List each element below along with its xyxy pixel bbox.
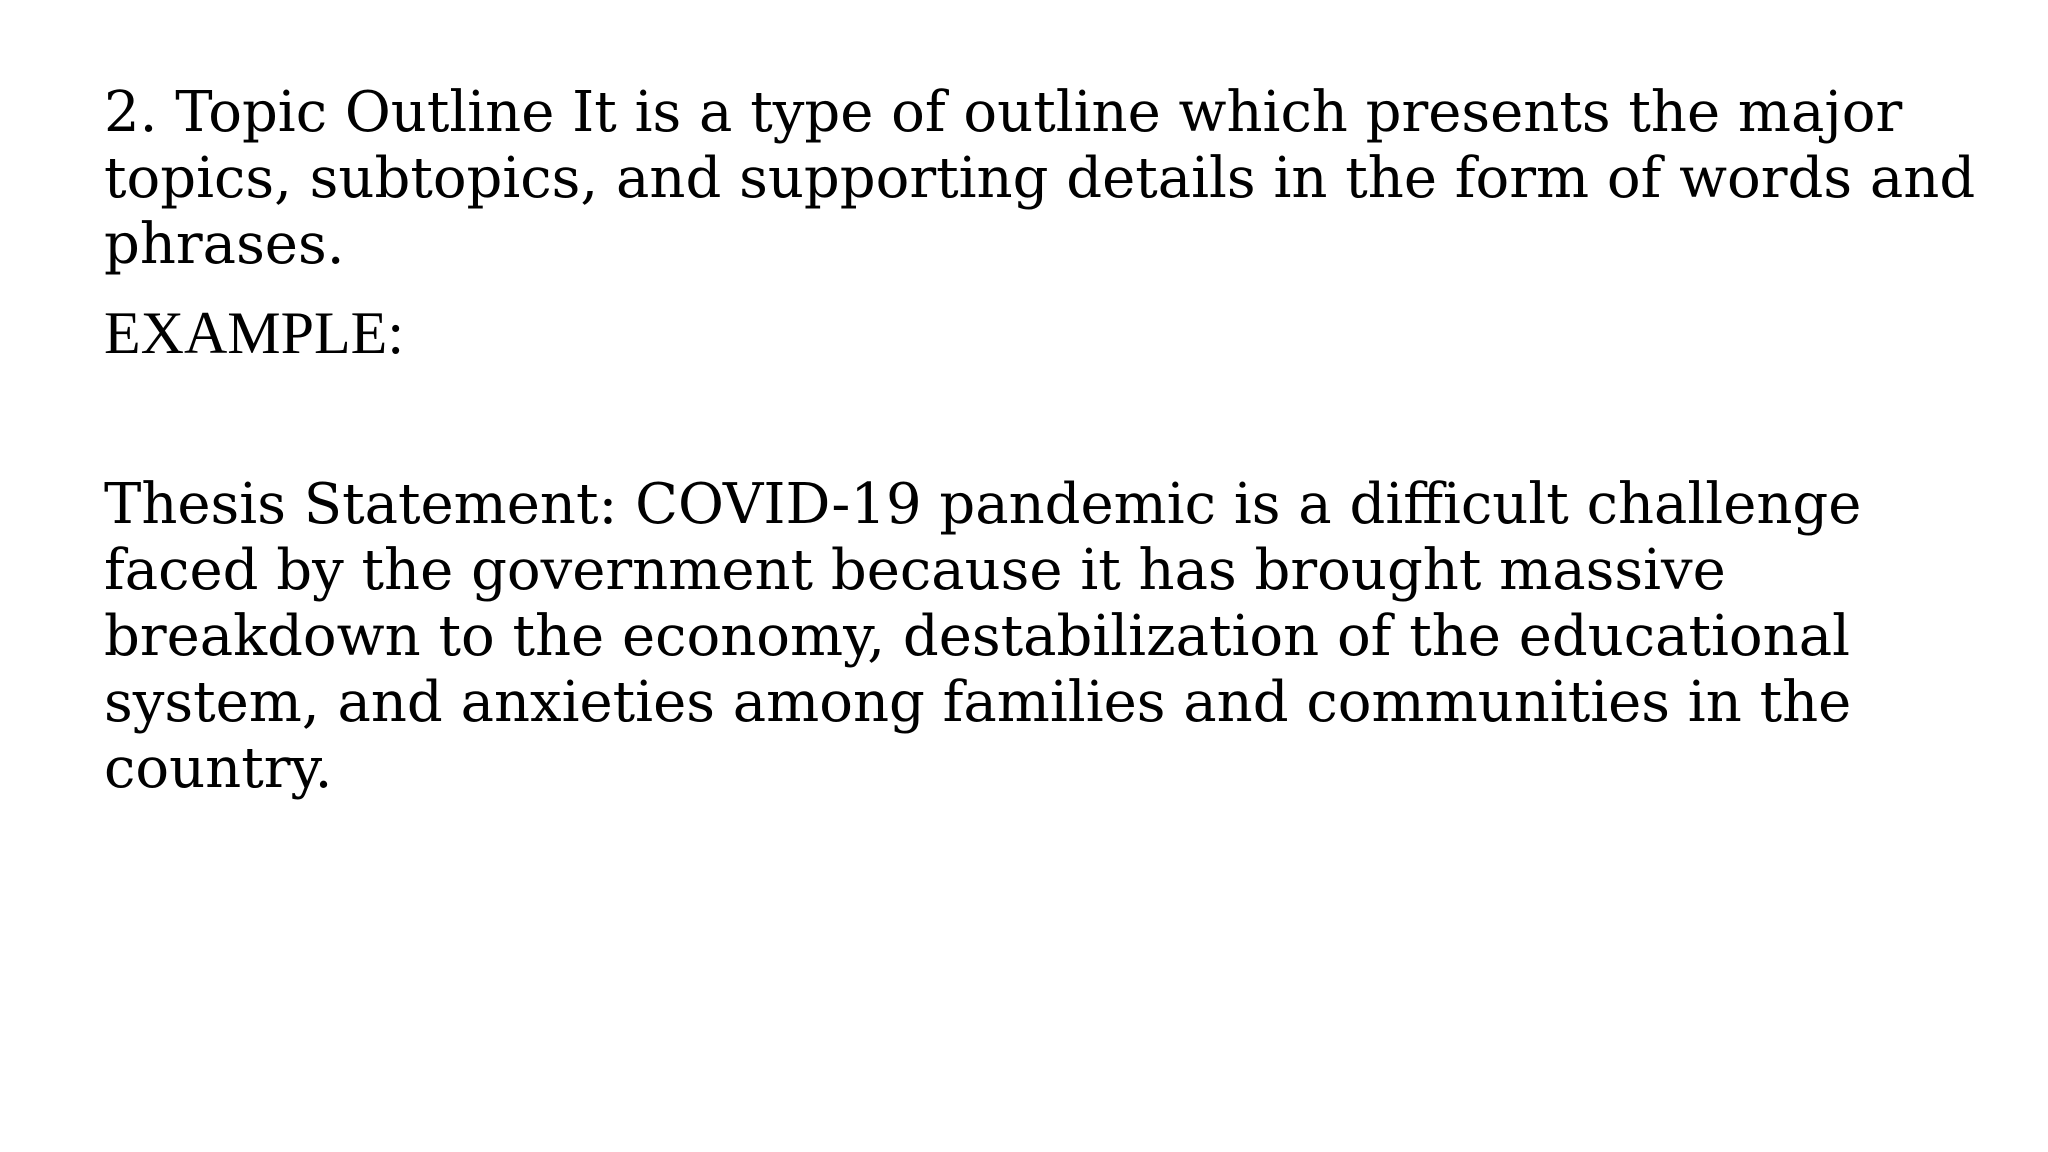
thesis-statement: Thesis Statement: COVID-19 pandemic is a difficult challenge faced by the government because it has brought massive breakdown to the economy, destabilization of the educational system, and anxieties among families and communities in the country. <box>104 472 1862 801</box>
example-label: EXAMPLE: <box>104 300 404 366</box>
topic-outline-definition: 2. Topic Outline It is a type of outline which presents the major topics, subtopics, and supporting details in the form of words and phrases. <box>104 80 1976 277</box>
